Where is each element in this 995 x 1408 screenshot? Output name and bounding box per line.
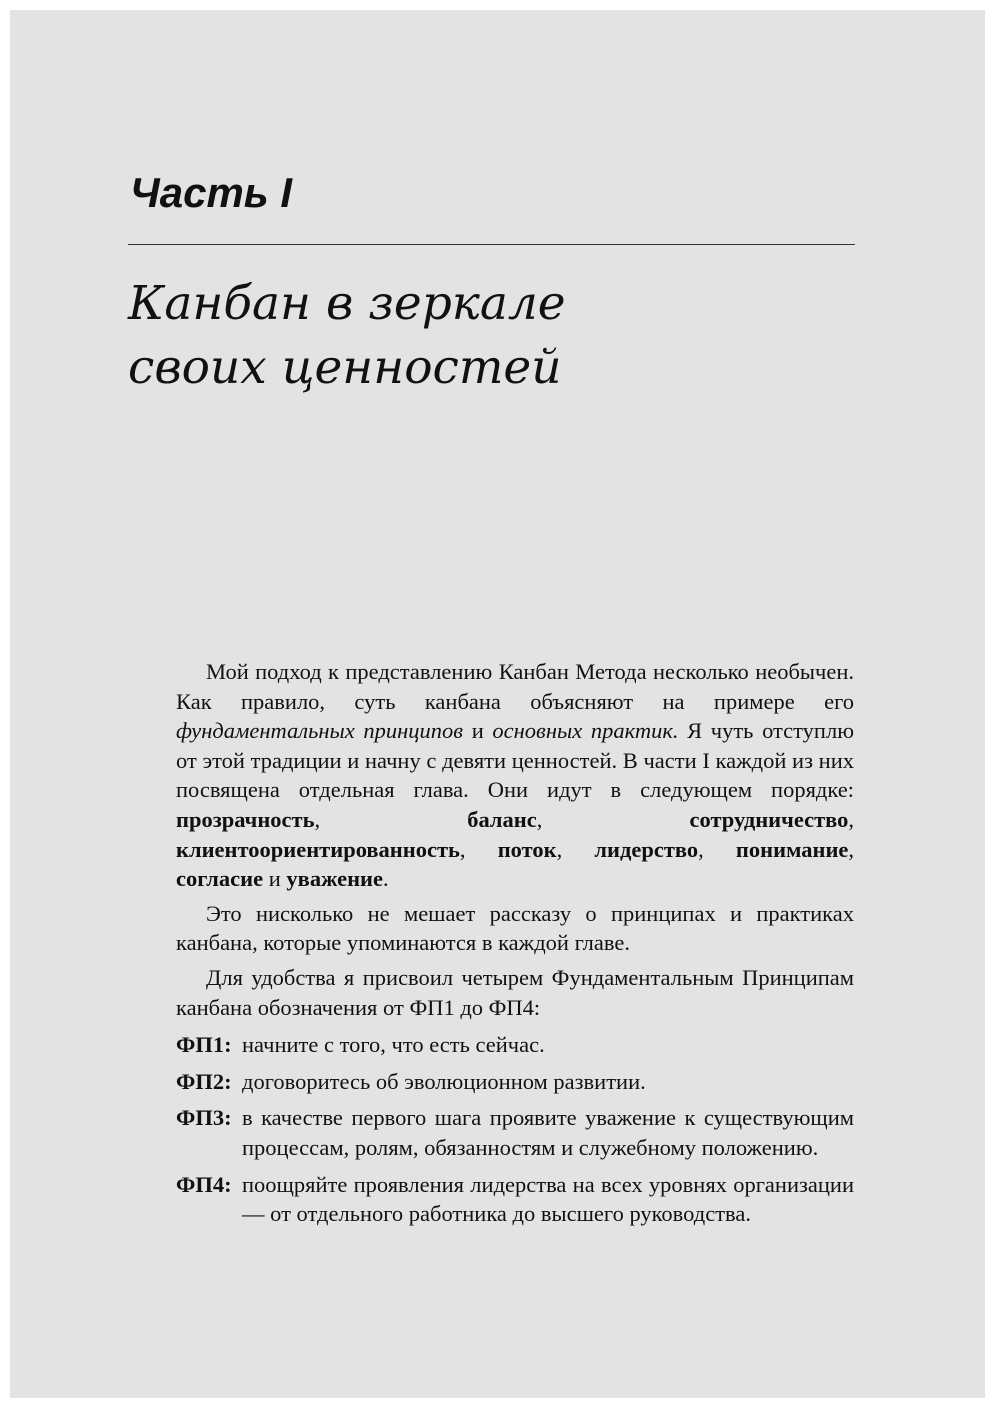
separator: ,: [848, 836, 855, 862]
intro-text-3: Я чуть отступлю от этой традиции и начну с девяти ценностей. В части I каждой из них посвящена отдельная глава. Они идут в следующем порядке:: [176, 718, 854, 803]
value-term: прозрачность: [176, 806, 315, 832]
intro-text-2: и: [463, 718, 493, 744]
part-title: [128, 272, 855, 400]
separator: ,: [314, 806, 468, 832]
principle-label: ФП1:: [176, 1032, 232, 1058]
principle-text: в качестве первого шага проявите уважение к существующим процессам, ролям, обязанностям и служебному положению.: [242, 1105, 854, 1160]
intro-text-1: Мой подход к представлению Канбан Метода несколько необычен. Как правило, суть канбана объясняют на примере его: [176, 659, 854, 714]
third-paragraph: Для удобства я присвоил четырем Фундаментальным Принципам канбана обозначения от ФП1 до ФП4:: [176, 964, 854, 1020]
value-term: поток: [497, 836, 557, 862]
value-term: сотрудничество: [689, 806, 849, 832]
value-term: согласие: [176, 866, 264, 892]
value-term: лидерство: [594, 836, 699, 862]
principle-label: ФП2:: [176, 1068, 232, 1094]
principles-list: [176, 1030, 854, 1229]
part-title-line1: Канбан в зеркале: [128, 276, 566, 331]
separator: ,: [848, 806, 855, 832]
title-divider: [128, 244, 855, 245]
principle-item: [176, 1067, 854, 1097]
body-text: [176, 657, 854, 1236]
separator: ,: [556, 836, 595, 862]
principle-text: договоритесь об эволюционном развитии.: [242, 1068, 646, 1094]
separator: ,: [698, 836, 736, 862]
intro-italic-1: фундаментальных принципов: [176, 718, 464, 744]
principle-text: начните с того, что есть сейчас.: [242, 1032, 545, 1058]
part-title-line2: своих ценностей: [128, 340, 562, 395]
principle-text: поощряйте проявления лидерства на всех уровнях организации — от отдельного работника до высшего руководства.: [242, 1171, 854, 1227]
value-term: баланс: [467, 806, 537, 832]
value-term: понимание: [735, 836, 849, 862]
separator: ,: [536, 806, 690, 832]
value-term: клиентоориентированность: [176, 836, 460, 862]
principle-label: ФП3:: [176, 1105, 232, 1131]
separator: ,: [459, 836, 498, 862]
second-paragraph: Это нисколько не мешает рассказу о принципах и практиках канбана, которые упоминаются в каждой главе.: [176, 900, 854, 956]
part-label: Часть I: [130, 169, 293, 216]
value-term: уважение: [286, 866, 383, 892]
principle-item: [176, 1170, 854, 1229]
intro-paragraph: [176, 657, 854, 894]
principle-label: ФП4:: [176, 1171, 232, 1197]
intro-italic-2: основных практик.: [492, 718, 679, 744]
book-page: [10, 10, 985, 1398]
principle-item: [176, 1103, 854, 1162]
principle-item: [176, 1030, 854, 1060]
conjunction: и: [263, 866, 287, 892]
period: .: [383, 866, 389, 892]
